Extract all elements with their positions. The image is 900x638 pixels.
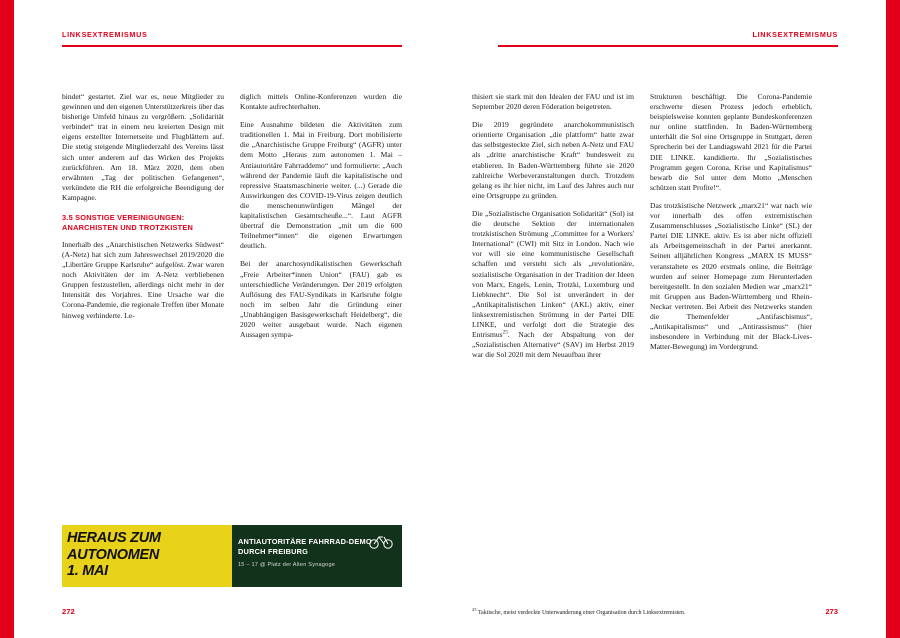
poster-right-line-2: DURCH FREIBURG [238,547,309,556]
paragraph: Innerhalb des „Anarchistischen Netzwerks Südwest“ (A-Netz) hat sich zum Jahreswechsel 2019/2020 die „Libertäre Gruppe Karlsruhe“ aufgelöst. Zwar waren noch Aktivitäten der im A-Netz verbliebenen Gruppen festzustellen, allerdings nicht mehr in der Intensität des Vorjahres. Eine Ursache war die Corona-Pandemie, die regionale Treffen über Monate hinweg verhinderte. Le- [62,239,224,320]
poster-right-line-1: ANTIAUTORITÄRE FAHRRAD-DEMO [238,537,372,546]
left-page [14,0,450,638]
poster-line-3: 1. MAI [67,563,108,579]
poster-left-text [67,530,161,580]
right-page-columns [472,92,812,368]
paragraph: Eine Ausnahme bildeten die Aktivitäten zum traditionellen 1. Mai in Freiburg. Dort mobilisierte die „Anarchistische Gruppe Freiburg“ (AGFR) unter dem Motto „Heraus zum autonomen 1. Mai – Antiautoritäre Fahrraddemo“ und formulierte: „Auch während der Pandemie läuft die kapitalistische und repressive Staatsmaschinerie weiter. (...) Gerade die Auswirkungen des COVID-19-Virus zeigen deutlich die menschenunwürdigen Mängel der kapitalistischen Gesamtscheuße...“. Laut AGFR übertraf die Demonstration „mit um die 600 Teilnehmer*innen“ die eigenen Erwartungen deutlich. [240,120,402,251]
page-number-right: 273 [825,607,838,616]
paragraph: bindet“ gestartet. Ziel war es, neue Mitglieder zu gewinnen und den eigenen Unterstützerkreis über das bisherige Umfeld hinaus zu vergrößern. „Solidarität verbindet“ trat in einem neu kreierten Design mit eigens erstellter Internetseite und Flugblättern auf. Die stetig steigende Mitgliederzahl des Vereins lässt sich unter anderem auf das Wirken des Projekts zurückführen. Am 18. März 2020, dem oben erwähnten „Tag der politischen Gefangenen“, verkündete die RH die erfolgreiche Beendigung der Kampagne. [62,92,224,202]
header-rule-left [62,45,402,47]
paragraph: Bei der anarchosyndikalistischen Gewerkschaft „Freie Arbeiter*innen Union“ (FAU) gab es unterschiedliche Veränderungen. Der 2019 erfolgten Auflösung des FAU-Syndikats in Karlsruhe folgte noch im selben Jahr die Gründung einer „Unabhängigen Basisgewerkschaft Heidelberg“, die 2020 weiter ausgebaut wurde. Nach eigenen Aussagen sympa- [240,259,402,340]
demo-poster-photo [62,525,402,587]
paragraph: Das trotzkistische Netzwerk „marx21“ war nach wie vor innerhalb des offen extremistischen Zusammenschlusses „Sozialistische Linke“ (SL) der Partei DIE LINKE. aktiv. Es ist aber nicht offiziell als Arbeitsgemeinschaft in der Partei anerkannt. Seinen alljährlichen Kongress „MARX IS MUSS“ veranstaltete es 2020 erstmals online, die Beiträge wurden auf seiner Homepage zum Herunterladen bereitgestellt. In den sozialen Medien war „marx21“ mit Gruppen aus Baden-Württemberg und Rhein-Neckar vertreten. Bei Arbeit des Netzwerks standen die Themenfelder „Antifaschismus“, „Antikapitalismus“ und „Antirassismus“ (hier insbesondere in Verbindung mit der Black-Lives-Matter-Bewegung) im Vordergrund. [650,200,812,352]
paragraph: Strukturen beschäftigt. Die Corona-Pandemie erschwerte diesen Prozess jedoch erheblich, beispielsweise konnten geplante Bundeskonferenzen nur online stattfinden. In Baden-Württemberg unterhält die Sol eine Ortsgruppe in Stuttgart, deren Sprecherin bei der Landtagswahl 2021 für die Partei DIE LINKE. kandidierte. Ihr „Sozialistisches Programm gegen Corona, Krise und Kapitalismus“ bewarb die Sol unter dem Motto „Menschen schützen statt Profite!“. [650,92,812,192]
poster-right-panel [232,525,402,587]
running-head-left: LINKSEXTREMISMUS [62,30,148,39]
footnote [472,606,812,617]
paragraph-text: Die „Sozialistische Organisation Solidarität“ (Sol) ist die deutsche Sektion der internationalen trotzkistischen Strömung „Committee for a Workers' International“ (CWI) mit Sitz in London. Nach wie vor will sie eine kommunistische Gesellschaft schaffen und versteht sich als „revolutionäre, sozialistische Organisation in der Tradition der Ideen von Marx, Engels, Lenin, Trotzki, Luxemburg und Liebknecht“. Die Sol ist unverändert in der „Antikapitalistischen Linken“ (AKL) aktiv, einer linksextremistischen Strömung in der Partei DIE LINKE, und verfolgt dort die Strategie des Entrismus [472,208,634,340]
poster-left-panel [62,525,232,587]
footnote-marker: 25 [502,329,508,336]
right-edge-accent-bar [886,0,900,638]
paragraph [472,209,634,360]
paragraph: diglich mittels Online-Konferenzen wurden die Kontakte aufrechterhalten. [240,92,402,112]
section-heading: 3.5 SONSTIGE VEREINIGUNGEN: ANARCHISTEN UND TROTZKISTEN [62,213,194,233]
paragraph-text-cont: . Nach der Abspaltung von der „Sozialistischen Alternative“ (SAV) im Herbst 2019 war die Sol 2020 mit dem Neuaufbau ihrer [472,330,634,360]
left-page-columns [62,92,402,348]
poster-line-2: AUTONOMEN [67,546,160,563]
paragraph: Die 2019 gegründete anarchokommunistisch orientierte Organisation „die plattform“ hatte zwar das selbstgesteckte Ziel, sich neben A-Netz und FAU als „dritte anarchistische Kraft“ bundesweit zu etablieren. In Baden-Württemberg führte sie 2020 zahlreiche Werbeveranstaltungen durch. Trotzdem gelang es ihr hier nicht, im Lauf des Jahres auch nur eine Ortsgruppe zu gründen. [472,120,634,200]
header-rule-right [498,45,838,47]
poster-line-1: HERAUS ZUM [67,530,161,546]
poster-right-line-3: 15 – 17 @ Platz der Alten Synagoge [238,562,336,568]
right-page [450,0,886,638]
left-edge-accent-bar [0,0,14,638]
right-column-2 [650,92,812,368]
left-column-2 [240,92,402,348]
right-column-1 [472,92,634,368]
page-number-left: 272 [62,607,75,616]
footnote-number: 25 [472,607,477,613]
paragraph: thisiert sie stark mit den Idealen der FAU und ist im September 2020 deren Föderation beigetreten. [472,92,634,112]
footnote-text: Taktische, meist verdeckte Unterwanderung einer Organisation durch Linksextremisten. [476,610,686,616]
left-column-1 [62,92,224,348]
running-head-right: LINKSEXTREMISMUS [752,30,838,39]
